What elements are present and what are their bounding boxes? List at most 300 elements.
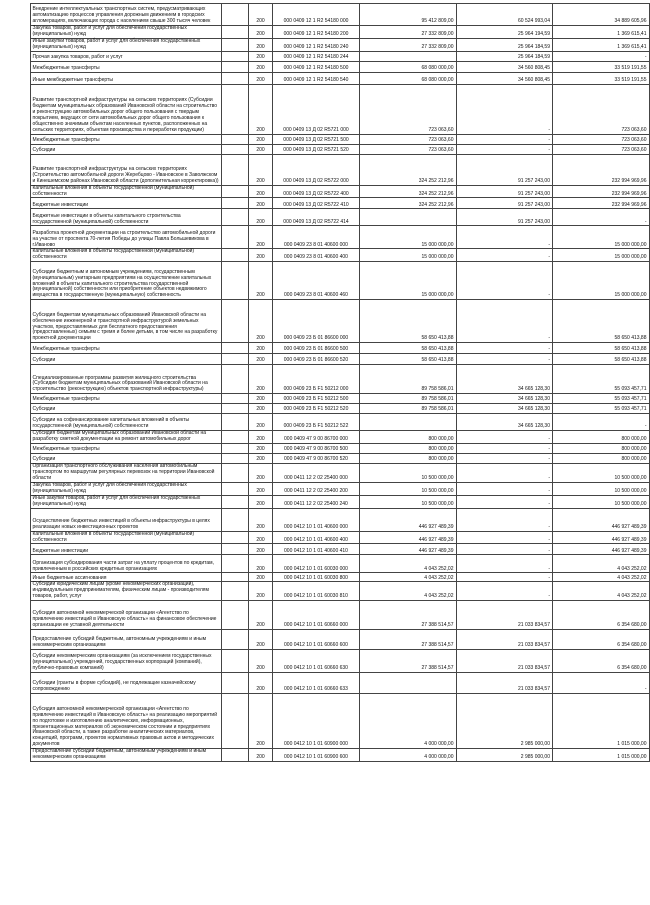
- table-row: [31, 38, 650, 51]
- unexecuted-amount: 10 500 000,00: [553, 495, 650, 508]
- approved-amount: 10 500 000,00: [360, 482, 457, 495]
- executed-amount: 25 964 184,59: [456, 38, 553, 51]
- line-admin-code: 200: [249, 394, 273, 404]
- unexecuted-amount: 4 043 252,02: [553, 582, 650, 601]
- line-admin-code: 200: [249, 495, 273, 508]
- table-row: [31, 226, 650, 249]
- unexecuted-amount: 58 650 413,88: [553, 343, 650, 354]
- approved-amount: 10 500 000,00: [360, 495, 457, 508]
- line-admin-code: 200: [249, 544, 273, 555]
- unexecuted-amount: 34 889 605,96: [553, 4, 650, 26]
- line-name: Закупка товаров, работ и услуг для обеспечения государственных (муниципальных) нужд: [31, 482, 222, 495]
- executed-amount: 34 665 128,30: [456, 365, 553, 394]
- spacer-cell: [222, 555, 249, 573]
- budget-classification-code: 000 0412 10 1 01 60660 600: [273, 630, 360, 650]
- approved-amount: 324 252 212,96: [360, 154, 457, 185]
- line-name: Иные закупки товаров, работ и услуг для обеспечения государственных (муниципальных) нужд: [31, 495, 222, 508]
- table-row: [31, 185, 650, 198]
- executed-amount: 60 524 993,04: [456, 4, 553, 26]
- line-admin-code: 200: [249, 508, 273, 531]
- table-row: [31, 482, 650, 495]
- approved-amount: 4 043 252,02: [360, 582, 457, 601]
- spacer-cell: [222, 198, 249, 209]
- line-name: Внедрение интеллектуальных транспортных систем, предусматривающих автоматизацию процессов управления дорожным движением в городских агломерациях, включающих города с населением свыше 300 тысяч человек: [31, 4, 222, 26]
- budget-classification-code: 000 0409 23 Б F1 50212 522: [273, 414, 360, 431]
- executed-amount: -: [456, 582, 553, 601]
- executed-amount: -: [456, 431, 553, 444]
- line-name: Субсидии на софинансирование капитальных вложений в объекты государственной (муниципальной) собственности: [31, 414, 222, 431]
- approved-amount: 723 063,60: [360, 84, 457, 134]
- spacer-cell: [222, 72, 249, 84]
- spacer-cell: [222, 582, 249, 601]
- executed-amount: -: [456, 573, 553, 582]
- unexecuted-amount: 232 994 969,96: [553, 185, 650, 198]
- line-admin-code: 200: [249, 404, 273, 414]
- unexecuted-amount: 6 354 680,00: [553, 601, 650, 630]
- approved-amount: 68 080 000,00: [360, 61, 457, 72]
- executed-amount: -: [456, 144, 553, 154]
- line-admin-code: 200: [249, 134, 273, 144]
- table-row: [31, 414, 650, 431]
- budget-classification-code: 000 0409 12 1 R2 54180 540: [273, 72, 360, 84]
- table-row: [31, 144, 650, 154]
- approved-amount: 4 043 252,02: [360, 573, 457, 582]
- executed-amount: -: [456, 531, 553, 544]
- executed-amount: 91 257 243,00: [456, 198, 553, 209]
- budget-classification-code: 000 0409 47 9 00 86700 500: [273, 444, 360, 454]
- table-row: [31, 749, 650, 762]
- spacer-cell: [222, 262, 249, 300]
- approved-amount: 324 252 212,96: [360, 198, 457, 209]
- budget-classification-code: 000 0409 13 Д 02 R5722 410: [273, 198, 360, 209]
- table-row: [31, 673, 650, 694]
- unexecuted-amount: 1 015 000,00: [553, 694, 650, 749]
- line-admin-code: 200: [249, 51, 273, 61]
- unexecuted-amount: 1 369 615,41: [553, 38, 650, 51]
- spacer-cell: [222, 343, 249, 354]
- table-row: [31, 555, 650, 573]
- table-row: [31, 51, 650, 61]
- executed-amount: -: [456, 300, 553, 343]
- approved-amount: 58 650 413,88: [360, 343, 457, 354]
- line-name: Организация транспортного обслуживания населения автомобильным транспортом по маршрутам регулярных перевозок на территории Ивановской области: [31, 464, 222, 483]
- approved-amount: 446 927 489,39: [360, 508, 457, 531]
- line-name: Бюджетные инвестиции в объекты капитального строительства государственной (муниципальной) собственности: [31, 209, 222, 226]
- unexecuted-amount: 15 000 000,00: [553, 249, 650, 262]
- unexecuted-amount: 723 063,60: [553, 84, 650, 134]
- table-row: [31, 508, 650, 531]
- approved-amount: [360, 673, 457, 694]
- budget-classification-code: 000 0409 12 1 R2 54180 200: [273, 26, 360, 39]
- line-name: Субсидия автономной некоммерческой организации «Агентство по привлечению инвестиций в Ивановскую область» на реализацию мероприятий по подготовке и изготовлению аналитических, информационных, презентационных материалов об экономическом состоянии и предприятиях Ивановской области, а также разработке аналитических материалов, концепций, программ, проектов нормативных правовых актов и методических документов: [31, 694, 222, 749]
- line-admin-code: 200: [249, 72, 273, 84]
- table-row: [31, 454, 650, 464]
- line-name: Иные закупки товаров, работ и услуг для обеспечения государственных (муниципальных) нужд: [31, 38, 222, 51]
- executed-amount: 25 964 194,59: [456, 26, 553, 39]
- line-admin-code: 200: [249, 749, 273, 762]
- line-name: Межбюджетные трансферты: [31, 444, 222, 454]
- approved-amount: 723 063,60: [360, 134, 457, 144]
- spacer-cell: [222, 4, 249, 26]
- budget-classification-code: 000 0409 12 1 R2 54180 000: [273, 4, 360, 26]
- approved-amount: 10 500 000,00: [360, 464, 457, 483]
- unexecuted-amount: 15 000 000,00: [553, 262, 650, 300]
- unexecuted-amount: 33 519 191,55: [553, 72, 650, 84]
- unexecuted-amount: 446 927 489,39: [553, 544, 650, 555]
- line-name: Субсидия бюджетам муниципальных образований Ивановской области на обеспечение инженерной и транспортной инфраструктурой земельных участков, предоставляемых для бесплатного предоставления (предоставленных) семьям с тремя и более детьми, в том числе на разработку проектной документации: [31, 300, 222, 343]
- unexecuted-amount: -: [553, 414, 650, 431]
- line-name: Иные бюджетные ассигнования: [31, 573, 222, 582]
- budget-classification-code: 000 0409 13 Д 02 R5721 520: [273, 144, 360, 154]
- executed-amount: 21 033 834,57: [456, 601, 553, 630]
- line-admin-code: 200: [249, 431, 273, 444]
- table-row: [31, 365, 650, 394]
- executed-amount: -: [456, 508, 553, 531]
- table-row: [31, 444, 650, 454]
- line-admin-code: 200: [249, 444, 273, 454]
- spacer-cell: [222, 26, 249, 39]
- unexecuted-amount: 446 927 489,39: [553, 531, 650, 544]
- executed-amount: 21 033 834,57: [456, 673, 553, 694]
- unexecuted-amount: 800 000,00: [553, 454, 650, 464]
- unexecuted-amount: 6 354 680,00: [553, 630, 650, 650]
- spacer-cell: [222, 601, 249, 630]
- spacer-cell: [222, 61, 249, 72]
- budget-classification-code: 000 0409 47 9 00 86700 000: [273, 431, 360, 444]
- spacer-cell: [222, 749, 249, 762]
- line-name: Субсидии некоммерческим организациям (за исключением государственных (муниципальных) учреждений, государственных корпораций (компаний), публично-правовых компаний): [31, 650, 222, 673]
- approved-amount: 15 000 000,00: [360, 249, 457, 262]
- unexecuted-amount: 55 093 457,71: [553, 404, 650, 414]
- spacer-cell: [222, 185, 249, 198]
- table-row: [31, 262, 650, 300]
- line-name: Субсидии: [31, 404, 222, 414]
- budget-classification-code: 000 0409 13 Д 02 R5722 000: [273, 154, 360, 185]
- spacer-cell: [222, 365, 249, 394]
- line-admin-code: 200: [249, 144, 273, 154]
- unexecuted-amount: 723 063,60: [553, 134, 650, 144]
- approved-amount: 723 063,60: [360, 144, 457, 154]
- unexecuted-amount: 6 354 680,00: [553, 650, 650, 673]
- budget-classification-code: 000 0411 12 2 02 25400 240: [273, 495, 360, 508]
- approved-amount: 800 000,00: [360, 454, 457, 464]
- spacer-cell: [222, 154, 249, 185]
- line-name: Субсидии юридическим лицам (кроме некоммерческих организаций), индивидуальным предпринимателям, физическим лицам - производителям товаров, работ, услуг: [31, 582, 222, 601]
- table-row: [31, 72, 650, 84]
- spacer-cell: [222, 482, 249, 495]
- spacer-cell: [222, 544, 249, 555]
- budget-classification-code: 000 0411 12 2 02 25400 000: [273, 464, 360, 483]
- approved-amount: 27 388 514,57: [360, 601, 457, 630]
- approved-amount: 95 412 809,00: [360, 4, 457, 26]
- spacer-cell: [222, 431, 249, 444]
- line-admin-code: 200: [249, 630, 273, 650]
- approved-amount: 68 080 000,00: [360, 72, 457, 84]
- budget-classification-code: 000 0412 10 1 01 60660 633: [273, 673, 360, 694]
- budget-classification-code: 000 0409 23 Б 01 86600 500: [273, 343, 360, 354]
- line-name: Прочая закупка товаров, работ и услуг: [31, 51, 222, 61]
- table-row: [31, 198, 650, 209]
- unexecuted-amount: -: [553, 51, 650, 61]
- line-admin-code: 200: [249, 249, 273, 262]
- budget-classification-code: 000 0409 23 8 01 40600 000: [273, 226, 360, 249]
- spacer-cell: [222, 394, 249, 404]
- spacer-cell: [222, 694, 249, 749]
- approved-amount: 89 758 586,01: [360, 394, 457, 404]
- budget-classification-code: 000 0409 23 8 01 40600 460: [273, 262, 360, 300]
- budget-classification-code: 000 0409 12 1 R2 54180 244: [273, 51, 360, 61]
- spacer-cell: [222, 630, 249, 650]
- line-admin-code: 200: [249, 84, 273, 134]
- line-name: Субсидия бюджетам муниципальных образований Ивановской области на разработку сметной документации на ремонт автомобильных дорог: [31, 431, 222, 444]
- line-admin-code: 200: [249, 209, 273, 226]
- approved-amount: 446 927 489,39: [360, 531, 457, 544]
- budget-classification-code: 000 0412 10 1 01 60030 810: [273, 582, 360, 601]
- budget-classification-code: 000 0409 23 Б F1 50212 520: [273, 404, 360, 414]
- line-name: Межбюджетные трансферты: [31, 61, 222, 72]
- spacer-cell: [222, 573, 249, 582]
- approved-amount: 27 388 514,57: [360, 630, 457, 650]
- approved-amount: 4 000 000,00: [360, 749, 457, 762]
- spacer-cell: [222, 444, 249, 454]
- table-row: [31, 4, 650, 26]
- spacer-cell: [222, 454, 249, 464]
- spacer-cell: [222, 354, 249, 365]
- budget-classification-code: 000 0409 23 8 01 40600 400: [273, 249, 360, 262]
- unexecuted-amount: 33 519 191,55: [553, 61, 650, 72]
- line-admin-code: 200: [249, 582, 273, 601]
- table-row: [31, 84, 650, 134]
- spacer-cell: [222, 144, 249, 154]
- unexecuted-amount: 446 927 489,39: [553, 508, 650, 531]
- line-name: Развитие транспортной инфраструктуры на сельских территориях (Строительство автомобильной дороги Жеребцово - Ивановское в Заволжском и Кинешемском районах Ивановской области (дополнительная корректировка)): [31, 154, 222, 185]
- executed-amount: -: [456, 343, 553, 354]
- line-admin-code: 200: [249, 354, 273, 365]
- executed-amount: -: [456, 555, 553, 573]
- spacer-cell: [222, 673, 249, 694]
- executed-amount: -: [456, 262, 553, 300]
- table-row: [31, 404, 650, 414]
- table-row: [31, 650, 650, 673]
- budget-classification-code: 000 0412 10 1 01 60030 000: [273, 555, 360, 573]
- unexecuted-amount: 10 500 000,00: [553, 482, 650, 495]
- line-admin-code: 200: [249, 226, 273, 249]
- spacer-cell: [222, 84, 249, 134]
- spacer-cell: [222, 226, 249, 249]
- budget-classification-code: 000 0411 12 2 02 25400 200: [273, 482, 360, 495]
- line-name: Иные межбюджетные трансферты: [31, 72, 222, 84]
- table-row: [31, 300, 650, 343]
- line-name: Закупка товаров, работ и услуг для обеспечения государственных (муниципальных) нужд: [31, 26, 222, 39]
- unexecuted-amount: 4 043 252,02: [553, 555, 650, 573]
- budget-classification-code: 000 0412 10 1 01 60900 000: [273, 694, 360, 749]
- unexecuted-amount: 10 500 000,00: [553, 464, 650, 483]
- line-admin-code: 200: [249, 185, 273, 198]
- approved-amount: 4 043 252,02: [360, 555, 457, 573]
- approved-amount: 15 000 000,00: [360, 226, 457, 249]
- unexecuted-amount: -: [553, 209, 650, 226]
- line-name: Капитальные вложения в объекты государственной (муниципальной) собственности: [31, 249, 222, 262]
- executed-amount: -: [456, 84, 553, 134]
- approved-amount: 27 332 809,00: [360, 38, 457, 51]
- approved-amount: [360, 209, 457, 226]
- table-row: [31, 544, 650, 555]
- budget-classification-code: 000 0412 10 1 01 40600 000: [273, 508, 360, 531]
- spacer-cell: [222, 134, 249, 144]
- unexecuted-amount: 1 369 615,41: [553, 26, 650, 39]
- line-name: Бюджетные инвестиции: [31, 198, 222, 209]
- unexecuted-amount: 800 000,00: [553, 431, 650, 444]
- executed-amount: -: [456, 495, 553, 508]
- line-name: Организация субсидирования части затрат на уплату процентов по кредитам, привлеченным в российских кредитных организациях: [31, 555, 222, 573]
- budget-classification-code: 000 0409 13 Д 02 R5721 000: [273, 84, 360, 134]
- unexecuted-amount: -: [553, 673, 650, 694]
- line-admin-code: 200: [249, 343, 273, 354]
- budget-classification-code: 000 0409 13 Д 02 R5722 400: [273, 185, 360, 198]
- executed-amount: -: [456, 464, 553, 483]
- line-admin-code: 200: [249, 673, 273, 694]
- table-row: [31, 394, 650, 404]
- approved-amount: [360, 51, 457, 61]
- budget-classification-code: 000 0409 47 9 00 86700 520: [273, 454, 360, 464]
- line-name: Осуществление бюджетных инвестиций в объекты инфраструктуры в целях реализации новых инвестиционных проектов: [31, 508, 222, 531]
- executed-amount: 34 560 808,45: [456, 61, 553, 72]
- executed-amount: 34 665 128,30: [456, 394, 553, 404]
- budget-classification-code: 000 0409 13 Д 02 R5721 500: [273, 134, 360, 144]
- budget-classification-code: 000 0409 12 1 R2 54180 500: [273, 61, 360, 72]
- approved-amount: 4 000 000,00: [360, 694, 457, 749]
- spacer-cell: [222, 464, 249, 483]
- line-admin-code: 200: [249, 650, 273, 673]
- executed-amount: 91 257 243,00: [456, 185, 553, 198]
- line-admin-code: 200: [249, 4, 273, 26]
- line-name: Межбюджетные трансферты: [31, 394, 222, 404]
- approved-amount: 15 000 000,00: [360, 262, 457, 300]
- spacer-cell: [222, 531, 249, 544]
- executed-amount: 21 033 834,57: [456, 630, 553, 650]
- line-name: Субсидии (гранты в форме субсидий), не подлежащие казначейскому сопровождению: [31, 673, 222, 694]
- spacer-cell: [222, 38, 249, 51]
- line-name: Межбюджетные трансферты: [31, 343, 222, 354]
- budget-classification-code: 000 0412 10 1 01 60030 800: [273, 573, 360, 582]
- unexecuted-amount: 58 650 413,88: [553, 300, 650, 343]
- unexecuted-amount: 1 015 000,00: [553, 749, 650, 762]
- budget-classification-code: 000 0409 23 Б 01 86600 000: [273, 300, 360, 343]
- spacer-cell: [222, 249, 249, 262]
- line-admin-code: 200: [249, 38, 273, 51]
- line-admin-code: 200: [249, 555, 273, 573]
- line-name: Капитальные вложения в объекты государственной (муниципальной) собственности: [31, 531, 222, 544]
- line-admin-code: 200: [249, 300, 273, 343]
- executed-amount: -: [456, 134, 553, 144]
- approved-amount: 58 650 413,88: [360, 300, 457, 343]
- unexecuted-amount: 232 994 969,96: [553, 154, 650, 185]
- budget-classification-code: 000 0412 10 1 01 60660 630: [273, 650, 360, 673]
- table-row: [31, 354, 650, 365]
- executed-amount: -: [456, 354, 553, 365]
- budget-report-sheet: [30, 3, 647, 762]
- unexecuted-amount: 232 994 969,96: [553, 198, 650, 209]
- budget-classification-code: 000 0409 23 Б 01 86600 520: [273, 354, 360, 365]
- table-row: [31, 464, 650, 483]
- executed-amount: -: [456, 454, 553, 464]
- table-row: [31, 61, 650, 72]
- approved-amount: 800 000,00: [360, 444, 457, 454]
- budget-classification-code: 000 0412 10 1 01 40600 410: [273, 544, 360, 555]
- line-name: Капитальные вложения в объекты государственной (муниципальной) собственности: [31, 185, 222, 198]
- line-admin-code: 200: [249, 694, 273, 749]
- spacer-cell: [222, 650, 249, 673]
- line-name: Субсидии: [31, 454, 222, 464]
- approved-amount: 89 758 586,01: [360, 365, 457, 394]
- executed-amount: -: [456, 249, 553, 262]
- table-row: [31, 249, 650, 262]
- budget-classification-code: 000 0412 10 1 01 60660 000: [273, 601, 360, 630]
- line-name: Межбюджетные трансферты: [31, 134, 222, 144]
- line-name: Специализированные программы развития жилищного строительства (Субсидии бюджетам муниципальных образований Ивановской области на строительство (реконструкцию) объектов транспортной инфраструктуры): [31, 365, 222, 394]
- budget-execution-table: [30, 3, 650, 762]
- executed-amount: -: [456, 544, 553, 555]
- table-row: [31, 495, 650, 508]
- line-name: Субсидии бюджетным и автономным учреждениям, государственным (муниципальным) унитарным предприятиям на осуществление капитальных вложений в объекты капитального строительства государственной (муниципальной) собственности или приобретение объектов недвижимого имущества в государственную (муниципальную) собственность: [31, 262, 222, 300]
- table-row: [31, 154, 650, 185]
- table-row: [31, 134, 650, 144]
- unexecuted-amount: 55 093 457,71: [553, 365, 650, 394]
- executed-amount: -: [456, 226, 553, 249]
- line-name: Предоставление субсидий бюджетным, автономным учреждениям и иным некоммерческим организациям: [31, 630, 222, 650]
- budget-classification-code: 000 0409 12 1 R2 54180 240: [273, 38, 360, 51]
- unexecuted-amount: 55 093 457,71: [553, 394, 650, 404]
- line-name: Развитие транспортной инфраструктуры на сельских территориях (Субсидии бюджетам муниципальных образований Ивановской области на строительство и реконструкцию автомобильных дорог общего пользования с твердым покрытием, ведущих от сети автомобильных дорог общего пользования к общественно значимым объектам населенных пунктов, расположенных на сельских территориях, объектам производства и переработки продукции): [31, 84, 222, 134]
- line-admin-code: 200: [249, 531, 273, 544]
- table-row: [31, 209, 650, 226]
- line-name: Бюджетные инвестиции: [31, 544, 222, 555]
- unexecuted-amount: 800 000,00: [553, 444, 650, 454]
- unexecuted-amount: 15 000 000,00: [553, 226, 650, 249]
- approved-amount: 89 758 586,01: [360, 404, 457, 414]
- unexecuted-amount: 58 650 413,88: [553, 354, 650, 365]
- line-admin-code: 200: [249, 262, 273, 300]
- approved-amount: 800 000,00: [360, 431, 457, 444]
- line-admin-code: 200: [249, 61, 273, 72]
- table-row: [31, 26, 650, 39]
- executed-amount: 91 257 243,00: [456, 154, 553, 185]
- budget-classification-code: 000 0412 10 1 01 60900 600: [273, 749, 360, 762]
- line-admin-code: 200: [249, 26, 273, 39]
- budget-classification-code: 000 0409 23 Б F1 50212 000: [273, 365, 360, 394]
- executed-amount: -: [456, 482, 553, 495]
- unexecuted-amount: 4 043 252,02: [553, 573, 650, 582]
- table-row: [31, 694, 650, 749]
- line-name: Предоставление субсидий бюджетным, автономным учреждениям и иным некоммерческим организациям: [31, 749, 222, 762]
- line-name: Субсидия автономной некоммерческой организации «Агентство по привлечению инвестиций в Ивановскую область» на финансовое обеспечение организации ее уставной деятельности: [31, 601, 222, 630]
- spacer-cell: [222, 404, 249, 414]
- unexecuted-amount: 723 063,60: [553, 144, 650, 154]
- spacer-cell: [222, 300, 249, 343]
- approved-amount: 58 650 413,88: [360, 354, 457, 365]
- approved-amount: 27 332 809,00: [360, 26, 457, 39]
- approved-amount: 324 252 212,96: [360, 185, 457, 198]
- line-admin-code: 200: [249, 573, 273, 582]
- table-row: [31, 601, 650, 630]
- line-admin-code: 200: [249, 154, 273, 185]
- executed-amount: 91 257 243,00: [456, 209, 553, 226]
- table-row: [31, 531, 650, 544]
- line-admin-code: 200: [249, 601, 273, 630]
- table-row: [31, 343, 650, 354]
- approved-amount: [360, 414, 457, 431]
- table-row: [31, 582, 650, 601]
